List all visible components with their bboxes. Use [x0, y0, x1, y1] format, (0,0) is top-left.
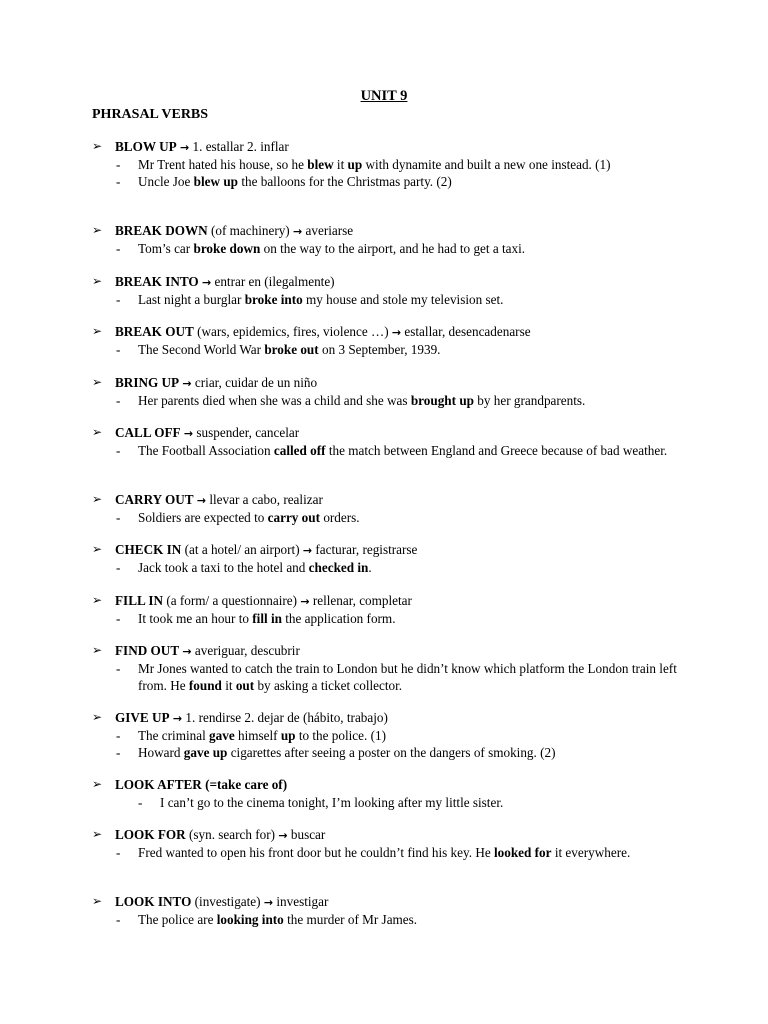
entry-heading [92, 273, 692, 291]
sentence-text: orders. [320, 509, 360, 525]
sentence-text: the match between England and Greece because of bad weather. [325, 442, 668, 458]
entry-break-out [92, 323, 692, 358]
entry-look-after-take-care-of [92, 776, 692, 811]
usage-note: (at a hotel/ an airport) [184, 542, 300, 557]
phrasal-verb: BRING UP [115, 375, 180, 390]
sentence-text: Jack took a taxi to the hotel and [138, 559, 309, 575]
highlighted-verb: broke out [264, 341, 319, 357]
example-sentence [92, 794, 682, 812]
entry-call-off [92, 424, 692, 459]
spanish-translation: 1. rendirse 2. dejar de (hábito, trabajo) [185, 710, 388, 725]
sentence-text: the balloons for the Christmas party. (2) [238, 174, 452, 189]
highlighted-verb: brought up [410, 392, 474, 408]
example-sentence [92, 509, 682, 527]
dash-bullet: - [116, 660, 121, 676]
spanish-translation: rellenar, completar [312, 593, 412, 608]
sentence-text: Last night a burglar [138, 291, 245, 307]
phrasal-verb: BREAK OUT [115, 324, 194, 339]
highlighted-verb: found [188, 678, 222, 693]
arrow-bullet-icon: ➢ [92, 593, 103, 607]
sentence-text: Howard [138, 745, 184, 760]
highlighted-verb: up [280, 727, 296, 743]
sentence-text: it [333, 156, 348, 172]
sentence-text: Uncle Joe [138, 174, 194, 189]
example-sentence [92, 240, 682, 258]
arrow-bullet-icon: ➢ [92, 274, 103, 288]
arrow-bullet-icon: ➢ [92, 375, 103, 389]
entry-fill-in [92, 592, 692, 627]
usage-note: (of machinery) [210, 223, 290, 238]
highlighted-verb: blew [307, 156, 334, 172]
entry-heading [92, 424, 692, 442]
right-arrow-icon: → [201, 276, 212, 289]
sentence-text: Tom’s car [138, 240, 194, 256]
highlighted-verb: fill in [252, 610, 282, 626]
example-sentence [92, 442, 682, 460]
highlighted-verb: carry out [267, 509, 321, 525]
entry-heading [92, 592, 692, 610]
usage-note: (investigate) [194, 894, 261, 909]
entry-heading [92, 138, 692, 156]
phrasal-verb: LOOK AFTER (=take care of) [115, 777, 288, 792]
sentence-text: the murder of Mr James. [283, 911, 418, 927]
sentence-text: the application form. [281, 610, 396, 626]
sentence-text: The Football Association [138, 442, 274, 458]
arrow-bullet-icon: ➢ [92, 492, 103, 506]
example-sentence [92, 744, 682, 762]
usage-note: (wars, epidemics, fires, violence …) [197, 324, 389, 339]
sentence-text: it [221, 678, 236, 693]
dash-bullet: - [116, 156, 121, 172]
dash-bullet: - [116, 174, 121, 189]
entry-break-down [92, 222, 692, 257]
sentence-text: The police are [138, 911, 217, 927]
dash-bullet: - [116, 291, 121, 307]
entry-look-into [92, 893, 692, 928]
entry-bring-up [92, 374, 692, 409]
usage-note: (a form/ a questionnaire) [166, 593, 298, 608]
entry-heading [92, 323, 692, 341]
entry-heading [92, 222, 692, 240]
highlighted-verb: blew up [193, 174, 239, 189]
dash-bullet: - [138, 794, 143, 810]
example-sentence [92, 291, 682, 309]
sentence-text: Mr Jones wanted to catch the train to London but he didn’t know which platform the London train left from. He [138, 660, 677, 693]
entry-carry-out [92, 491, 692, 526]
sentence-text: Fred wanted to open his front door but he couldn’t find his key. He [138, 844, 494, 860]
arrow-bullet-icon: ➢ [92, 139, 103, 153]
spanish-translation: 1. estallar 2. inflar [192, 139, 289, 154]
highlighted-verb: out [235, 678, 255, 693]
highlighted-verb: looking into [216, 911, 284, 927]
phrasal-verb: LOOK FOR [115, 827, 186, 842]
spanish-translation: investigar [276, 894, 329, 909]
dash-bullet: - [116, 341, 121, 357]
phrasal-verb: BLOW UP [115, 139, 177, 154]
example-sentence [92, 844, 682, 862]
right-arrow-icon: → [391, 326, 402, 339]
spanish-translation: averiguar, descubrir [194, 643, 300, 658]
entry-heading [92, 374, 692, 392]
right-arrow-icon: → [300, 595, 310, 608]
arrow-bullet-icon: ➢ [92, 324, 103, 338]
highlighted-verb: up [347, 156, 363, 172]
right-arrow-icon: → [179, 141, 190, 154]
phrasal-verb: CARRY OUT [115, 492, 194, 507]
entry-heading [92, 491, 692, 509]
dash-bullet: - [116, 844, 121, 860]
highlighted-verb: checked in [308, 559, 369, 575]
sentence-text: Mr Trent hated his house, so he [138, 156, 308, 172]
phrasal-verb: CALL OFF [115, 425, 181, 440]
example-sentence [92, 660, 682, 695]
dash-bullet: - [116, 610, 121, 626]
sentence-text: . [368, 559, 372, 575]
entry-heading [92, 642, 692, 660]
spanish-translation: averiarse [305, 223, 354, 238]
entry-heading [92, 709, 692, 727]
example-sentence [92, 156, 682, 174]
dash-bullet: - [116, 727, 121, 743]
entry-blow-up [92, 138, 692, 191]
highlighted-verb: looked for [494, 844, 552, 860]
sentence-text: with dynamite and built a new one instead. (1) [362, 156, 611, 172]
phrasal-verb: FILL IN [115, 593, 164, 608]
spanish-translation: estallar, desencadenarse [404, 324, 531, 339]
phrasal-verb: LOOK INTO [115, 894, 192, 909]
dash-bullet: - [116, 240, 121, 256]
right-arrow-icon: → [293, 225, 303, 238]
right-arrow-icon: → [302, 544, 313, 557]
entry-heading [92, 776, 692, 794]
arrow-bullet-icon: ➢ [92, 777, 103, 791]
right-arrow-icon: → [172, 712, 183, 725]
entry-heading [92, 893, 692, 911]
phrasal-verb: GIVE UP [115, 710, 170, 725]
arrow-bullet-icon: ➢ [92, 643, 103, 657]
sentence-text: cigarettes after seeing a poster on the dangers of smoking. (2) [227, 745, 556, 760]
phrasal-verb: FIND OUT [115, 643, 180, 658]
dash-bullet: - [116, 559, 121, 575]
dash-bullet: - [116, 509, 121, 525]
arrow-bullet-icon: ➢ [92, 894, 103, 908]
dash-bullet: - [116, 911, 121, 927]
entry-check-in [92, 541, 692, 576]
usage-note: (syn. search for) [189, 827, 276, 842]
sentence-text: It took me an hour to [138, 610, 253, 626]
entry-heading [92, 826, 692, 844]
right-arrow-icon: → [278, 829, 288, 842]
sentence-text: The criminal [138, 727, 210, 743]
sentence-text: Her parents died when she was a child and she was [138, 392, 411, 408]
phrasal-verb: BREAK INTO [115, 274, 199, 289]
sentence-text: himself [234, 727, 281, 743]
example-sentence [92, 559, 682, 577]
dash-bullet: - [116, 442, 121, 458]
highlighted-verb: broke down [193, 240, 261, 256]
sentence-text: by asking a ticket collector. [254, 678, 403, 693]
right-arrow-icon: → [182, 645, 192, 658]
sentence-text: on the way to the airport, and he had to get a taxi. [260, 240, 526, 256]
example-sentence [92, 173, 682, 191]
example-sentence [92, 727, 682, 745]
example-sentence [92, 610, 682, 628]
right-arrow-icon: → [182, 377, 192, 390]
sentence-text: The Second World War [138, 341, 265, 357]
phrasal-verb: BREAK DOWN [115, 223, 208, 238]
arrow-bullet-icon: ➢ [92, 223, 103, 237]
entry-give-up [92, 709, 692, 762]
spanish-translation: buscar [290, 827, 326, 842]
right-arrow-icon: → [196, 494, 207, 507]
arrow-bullet-icon: ➢ [92, 827, 103, 841]
entry-heading [92, 541, 692, 559]
dash-bullet: - [116, 745, 121, 760]
highlighted-verb: called off [273, 442, 326, 458]
highlighted-verb: broke into [244, 291, 303, 307]
entry-break-into [92, 273, 692, 308]
highlighted-verb: gave up [183, 745, 228, 760]
sentence-text: my house and stole my television set. [302, 291, 504, 307]
entry-find-out [92, 642, 692, 695]
spanish-translation: llevar a cabo, realizar [209, 492, 323, 507]
spanish-translation: criar, cuidar de un niño [194, 375, 318, 390]
arrow-bullet-icon: ➢ [92, 542, 103, 556]
right-arrow-icon: → [263, 896, 274, 909]
entry-look-for [92, 826, 692, 861]
phrasal-verb: CHECK IN [115, 542, 182, 557]
right-arrow-icon: → [183, 427, 194, 440]
spanish-translation: facturar, registrarse [315, 542, 418, 557]
spanish-translation: entrar en (ilegalmente) [214, 274, 335, 289]
example-sentence [92, 392, 682, 410]
section-title: PHRASAL VERBS [92, 107, 209, 122]
example-sentence [92, 911, 682, 929]
arrow-bullet-icon: ➢ [92, 425, 103, 439]
dash-bullet: - [116, 392, 121, 408]
sentence-text: by her grandparents. [474, 392, 586, 408]
spanish-translation: suspender, cancelar [196, 425, 300, 440]
sentence-text: on 3 September, 1939. [318, 341, 441, 357]
unit-title: UNIT 9 [360, 88, 408, 104]
example-sentence [92, 341, 682, 359]
sentence-text: I can’t go to the cinema tonight, I’m looking after my little sister. [160, 794, 504, 810]
sentence-text: it everywhere. [551, 844, 631, 860]
arrow-bullet-icon: ➢ [92, 710, 103, 724]
sentence-text: to the police. (1) [295, 727, 386, 743]
highlighted-verb: gave [209, 727, 235, 743]
sentence-text: Soldiers are expected to [138, 509, 268, 525]
